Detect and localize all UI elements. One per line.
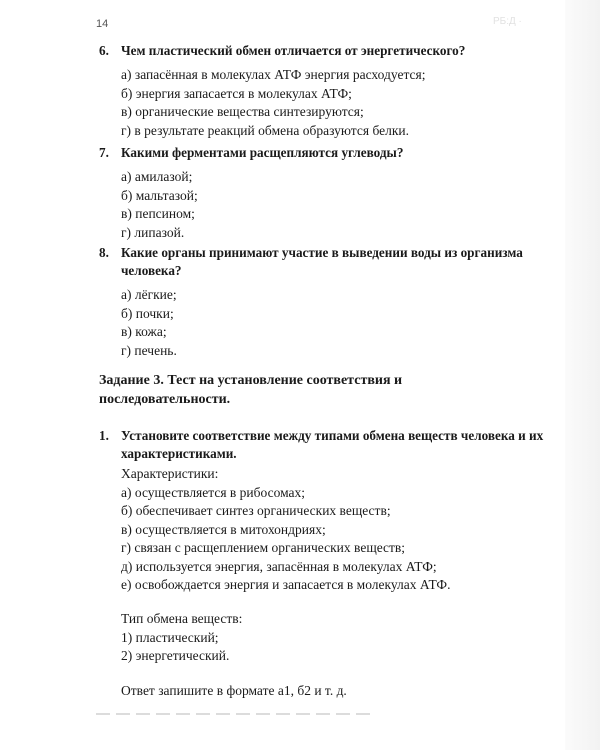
characteristics-list [121, 465, 450, 595]
type-2: 2) энергетический. [121, 648, 230, 663]
answer-options [121, 168, 549, 242]
characteristic-f: е) освобождается энергия и запасается в молекулах АТФ. [121, 577, 451, 592]
question-6 [99, 42, 549, 140]
option-b: б) мальтазой; [121, 187, 198, 203]
type-1: 1) пластический; [121, 629, 219, 645]
types-label: Тип обмена веществ: [121, 611, 243, 626]
question-7 [99, 144, 549, 242]
matching-task-1 [99, 427, 549, 463]
characteristic-a: а) осуществляется в рибосомах; [121, 484, 306, 500]
task-text: Установите соответствие между типами обмена веществ человека и их характеристиками. [121, 428, 544, 461]
option-b: б) энергия запасается в молекулах АТФ; [121, 85, 352, 101]
question-text: Какими ферментами расщепляются углеводы? [121, 145, 404, 160]
characteristic-c: в) осуществляется в митохондриях; [121, 521, 326, 537]
answer-options [121, 286, 549, 360]
metabolism-types-list [121, 610, 242, 666]
corner-watermark: РБ:Д · [493, 16, 522, 27]
option-a: а) амилазой; [121, 169, 193, 184]
characteristic-b: б) обеспечивает синтез органических веществ; [121, 503, 391, 518]
page-edge-shadow [565, 0, 600, 750]
question-text: Чем пластический обмен отличается от энергетического? [121, 43, 466, 58]
bottom-faded-line [96, 713, 376, 715]
option-c: в) пепсином; [121, 206, 195, 221]
characteristic-e: д) используется энергия, запасённая в молекулах АТФ; [121, 558, 437, 574]
question-number: 6. [99, 43, 109, 58]
option-a: а) лёгкие; [121, 287, 177, 302]
option-b: б) почки; [121, 305, 174, 321]
question-text: Какие органы принимают участие в выведении воды из организма человека? [121, 245, 523, 278]
question-number: 8. [99, 245, 109, 260]
answer-format-note [121, 682, 347, 701]
option-d: г) печень. [121, 342, 177, 358]
option-c: в) органические вещества синтезируются; [121, 104, 364, 119]
answer-format: Ответ запишите в формате а1, б2 и т. д. [121, 683, 347, 698]
option-d: г) липазой. [121, 224, 185, 240]
option-c: в) кожа; [121, 324, 167, 339]
section-heading: Задание 3. Тест на установление соответствия и последовательности. [99, 373, 403, 407]
characteristic-d: г) связан с расщеплением органических веществ; [121, 540, 406, 555]
characteristics-label: Характеристики: [121, 466, 219, 481]
option-a: а) запасённая в молекулах АТФ энергия расходуется; [121, 67, 426, 82]
task-number: 1. [99, 428, 109, 443]
page-number: 14 [96, 18, 109, 30]
question-number: 7. [99, 145, 109, 160]
answer-options [121, 66, 549, 140]
option-d: г) в результате реакций обмена образуются белки. [121, 122, 410, 138]
question-8 [99, 244, 549, 360]
